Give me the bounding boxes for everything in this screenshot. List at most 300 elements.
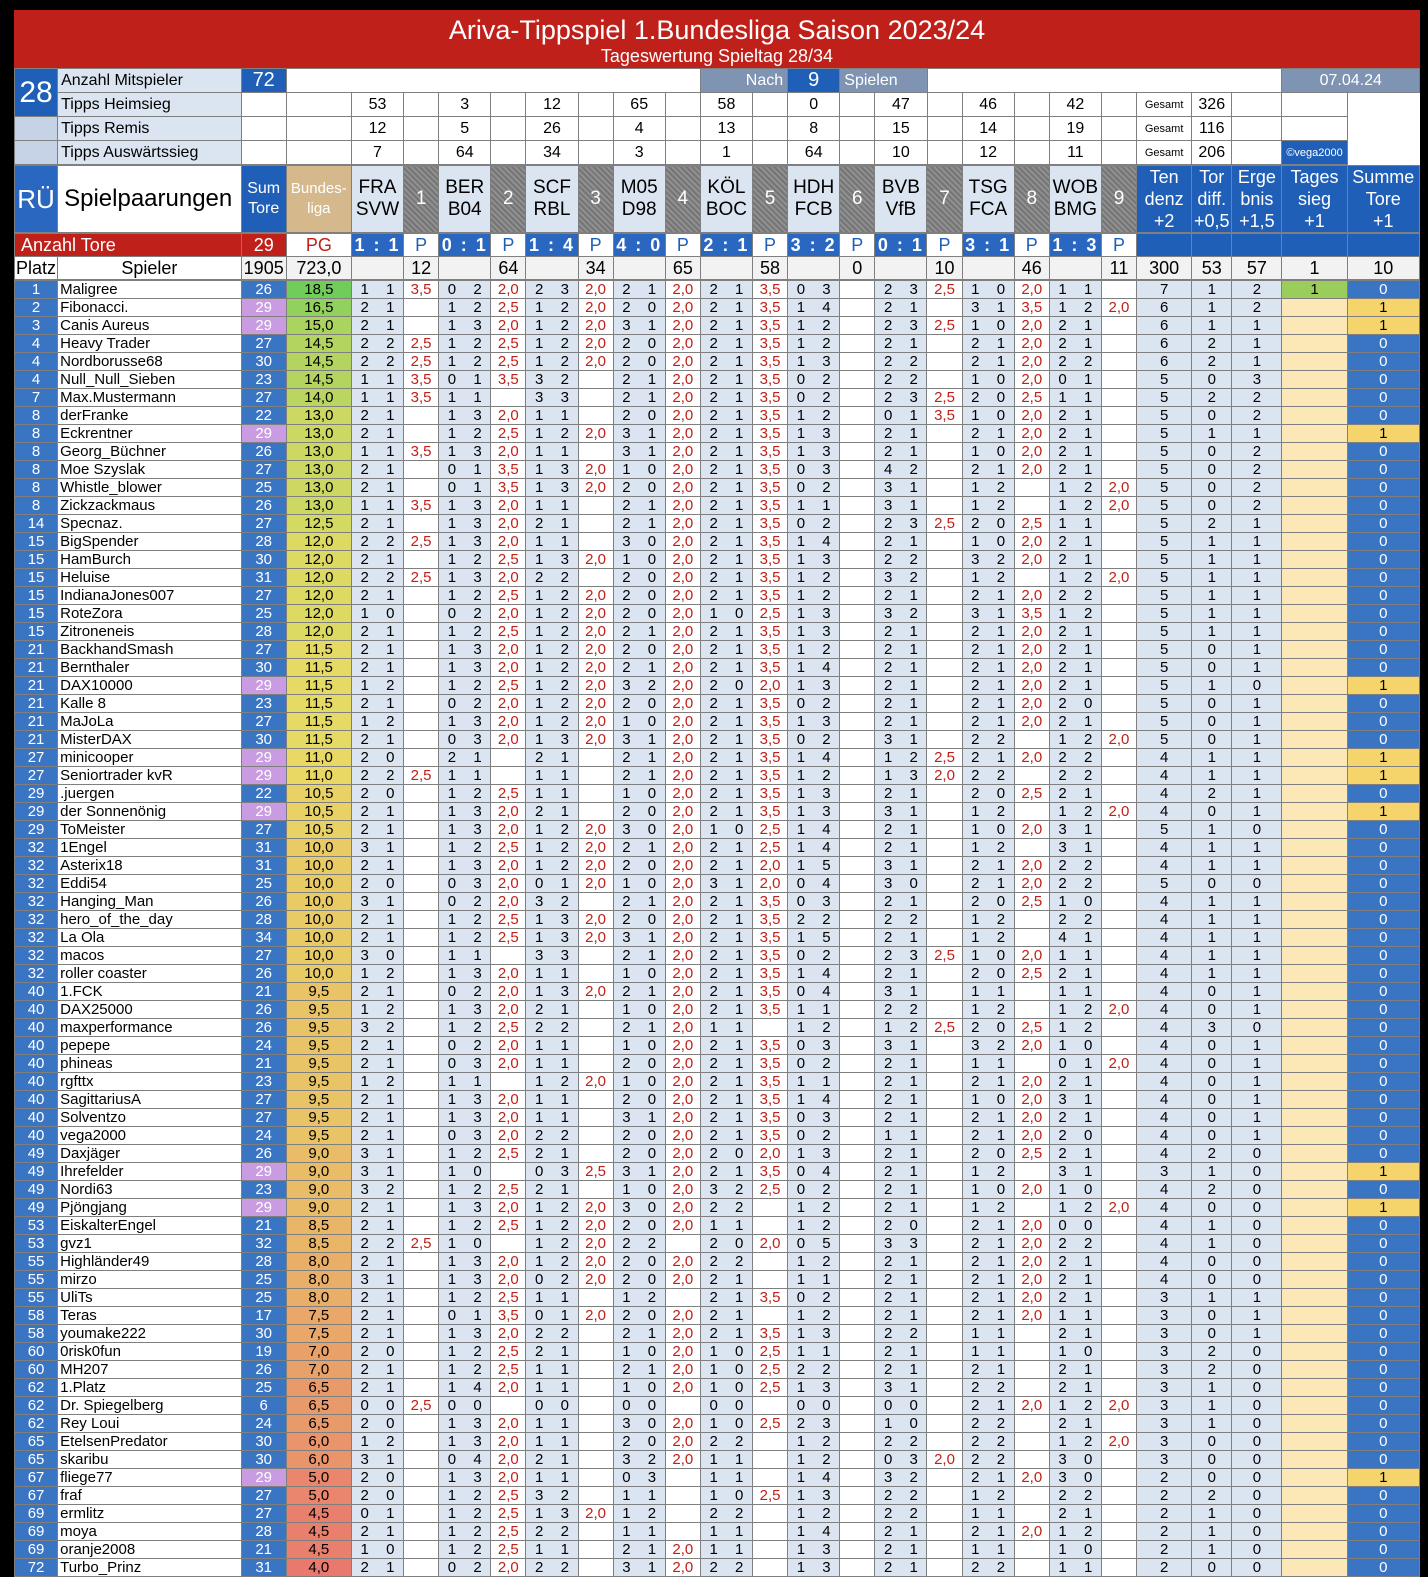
day-winner <box>1282 1307 1347 1325</box>
tip-points <box>927 1001 962 1019</box>
tip-home: 1 <box>796 857 806 874</box>
tip-points: 2,0 <box>665 1091 700 1109</box>
tip-cell <box>351 1199 403 1217</box>
tip-home: 2 <box>622 1019 631 1036</box>
tip-cell <box>962 1343 1014 1361</box>
tip-cell <box>875 1217 927 1235</box>
tip-points <box>840 641 875 659</box>
tip-home: 1 <box>796 569 806 586</box>
tip-points: 2,0 <box>491 1091 526 1109</box>
tip-away: 1 <box>647 947 657 964</box>
tip-points <box>578 1397 613 1415</box>
tip-cell <box>1049 515 1101 533</box>
tip-points: 2,0 <box>491 1271 526 1289</box>
tip-home: 2 <box>709 335 718 352</box>
tip-points <box>404 551 439 569</box>
tip-points <box>1101 371 1136 389</box>
tip-away: 2 <box>560 1325 569 1342</box>
tip-home: 2 <box>1058 1073 1067 1090</box>
tip-away: 2 <box>909 569 918 586</box>
diff-bonus: 1 <box>1192 749 1232 767</box>
goals-sum-cell: 23 <box>241 371 286 389</box>
tip-home: 1 <box>971 1505 980 1522</box>
goals-sum-cell: 29 <box>241 803 286 821</box>
tip-away: 0 <box>647 299 657 316</box>
sum-goals-bonus: 0 <box>1347 1145 1419 1163</box>
tip-home: 1 <box>447 389 457 406</box>
tip-cell <box>962 515 1014 533</box>
tip-home: 2 <box>622 857 631 874</box>
tip-home: 1 <box>360 1073 369 1090</box>
tip-points: 2,5 <box>753 1181 788 1199</box>
tip-away: 2 <box>560 641 569 658</box>
tip-points <box>404 1523 439 1541</box>
tip-points <box>404 299 439 317</box>
tip-home: 2 <box>971 515 980 532</box>
tip-points <box>840 299 875 317</box>
tips-spacer <box>1232 117 1282 141</box>
result-bonus: 1 <box>1232 929 1282 947</box>
goals-sum-cell: 29 <box>241 677 286 695</box>
tip-home: 2 <box>360 1091 369 1108</box>
tendency-bonus: 5 <box>1137 497 1192 515</box>
tip-points <box>1014 1199 1049 1217</box>
tip-cell <box>788 569 840 587</box>
player-name: Dr. Spiegelberg <box>58 1397 242 1415</box>
tip-cell <box>351 1289 403 1307</box>
day-winner <box>1282 1469 1347 1487</box>
tip-away: 1 <box>1083 1109 1093 1126</box>
tip-spacer <box>526 257 578 280</box>
day-winner <box>1282 1001 1347 1019</box>
tip-away: 1 <box>1083 1145 1093 1162</box>
tip-points <box>578 515 613 533</box>
tip-points: 2,5 <box>927 317 962 335</box>
tip-cell <box>439 695 491 713</box>
tip-cell <box>439 461 491 479</box>
tip-away: 1 <box>1083 533 1093 550</box>
tips-spacer <box>578 141 613 165</box>
tip-away: 1 <box>647 443 657 460</box>
tip-points <box>404 1019 439 1037</box>
tip-points: 2,0 <box>578 659 613 677</box>
tip-away: 0 <box>386 749 395 766</box>
tip-home: 2 <box>709 641 718 658</box>
tip-cell <box>962 281 1014 299</box>
tip-away: 2 <box>1083 1001 1093 1018</box>
tip-cell <box>962 1019 1014 1037</box>
tip-points <box>578 1523 613 1541</box>
tip-home: 2 <box>883 515 893 532</box>
player-name: hero_of_the_day <box>58 911 242 929</box>
tip-points: 2,0 <box>1014 1253 1049 1271</box>
tip-home: 0 <box>447 1451 457 1468</box>
tip-points <box>1101 1379 1136 1397</box>
tip-points: 2,0 <box>753 875 788 893</box>
tip-cell <box>700 659 752 677</box>
tip-points <box>927 551 962 569</box>
tip-points <box>840 1415 875 1433</box>
tip-away: 0 <box>647 1433 657 1450</box>
day-winner <box>1282 1217 1347 1235</box>
bonus-header-line: +2 <box>1153 211 1175 231</box>
tip-points <box>840 1055 875 1073</box>
tip-away: 1 <box>647 497 657 514</box>
tip-points: 2,0 <box>753 857 788 875</box>
tip-away: 2 <box>560 1019 569 1036</box>
tip-points: 2,0 <box>665 623 700 641</box>
tip-home: 1 <box>447 1145 457 1162</box>
tip-home: 2 <box>971 1451 980 1468</box>
day-winner <box>1282 1541 1347 1559</box>
tip-points <box>1101 695 1136 713</box>
tip-cell <box>526 1523 578 1541</box>
tip-home: 2 <box>1058 659 1067 676</box>
result-bonus: 1 <box>1232 893 1282 911</box>
tendency-bonus: 3 <box>1137 1325 1192 1343</box>
tip-home: 2 <box>709 659 718 676</box>
tip-cell <box>526 533 578 551</box>
tip-cell <box>526 875 578 893</box>
tip-home: 3 <box>883 803 893 820</box>
match-number: 6 <box>840 166 875 233</box>
diff-bonus: 0 <box>1192 1469 1232 1487</box>
tip-home: 1 <box>796 1451 806 1468</box>
sum-goals-bonus: 0 <box>1347 1073 1419 1091</box>
tip-home: 2 <box>709 1433 718 1450</box>
tip-points <box>840 1559 875 1577</box>
tip-cell <box>700 947 752 965</box>
player-name: Hanging_Man <box>58 893 242 911</box>
tip-points <box>578 1181 613 1199</box>
table-row <box>15 1271 1420 1289</box>
tip-points: 2,0 <box>491 1199 526 1217</box>
tip-points: 2,0 <box>578 695 613 713</box>
tip-away: 1 <box>386 1271 395 1288</box>
tip-home: 0 <box>796 1109 806 1126</box>
tip-cell <box>788 1361 840 1379</box>
tips-total: 206 <box>1192 141 1232 165</box>
tip-cell <box>613 641 665 659</box>
tip-cell <box>613 965 665 983</box>
tip-points <box>404 1451 439 1469</box>
tip-home: 2 <box>360 533 369 550</box>
tip-home: 1 <box>535 929 544 946</box>
tip-home: 2 <box>360 911 369 928</box>
tip-away: 1 <box>560 1469 569 1486</box>
tip-cell <box>962 605 1014 623</box>
points-cell: 8,0 <box>286 1253 351 1271</box>
tip-cell <box>613 1559 665 1577</box>
tip-away: 1 <box>735 983 744 1000</box>
diff-bonus: 0 <box>1192 1433 1232 1451</box>
sum-goals-bonus: 0 <box>1347 641 1419 659</box>
tip-points <box>404 1001 439 1019</box>
tip-points: 2,0 <box>578 731 613 749</box>
tip-points: 2,0 <box>491 641 526 659</box>
tip-home: 1 <box>622 713 631 730</box>
tip-points <box>840 1271 875 1289</box>
tip-home: 2 <box>883 443 893 460</box>
tip-cell <box>700 749 752 767</box>
tips-spacer <box>1014 117 1049 141</box>
tip-cell <box>613 1379 665 1397</box>
tip-points <box>404 695 439 713</box>
tip-home: 1 <box>447 497 457 514</box>
tip-home: 0 <box>1058 1055 1067 1072</box>
table-row <box>15 551 1420 569</box>
tip-home: 2 <box>709 371 718 388</box>
tip-away: 1 <box>1083 1307 1093 1324</box>
tips-row-draw <box>15 117 1420 141</box>
tip-away: 0 <box>647 569 657 586</box>
tip-points <box>927 479 962 497</box>
tip-away: 0 <box>1083 893 1093 910</box>
tip-away: 1 <box>909 335 918 352</box>
tip-cell <box>962 1397 1014 1415</box>
tip-home: 2 <box>360 569 369 586</box>
tip-home: 3 <box>360 1181 369 1198</box>
tip-cell <box>1049 605 1101 623</box>
player-name: mirzo <box>58 1271 242 1289</box>
tip-home: 2 <box>971 1073 980 1090</box>
tip-cell <box>788 1487 840 1505</box>
tip-home: 1 <box>971 479 980 496</box>
tip-cell <box>962 1145 1014 1163</box>
tip-cell <box>700 785 752 803</box>
tip-home: 1 <box>447 551 457 568</box>
tip-cell <box>1049 1451 1101 1469</box>
tip-away: 1 <box>1083 515 1093 532</box>
tip-cell <box>788 551 840 569</box>
tip-away: 1 <box>1083 443 1093 460</box>
tip-cell <box>962 335 1014 353</box>
match-number: 8 <box>1014 166 1049 233</box>
table-row <box>15 1127 1420 1145</box>
tip-away: 2 <box>822 1433 831 1450</box>
rank-cell: 65 <box>15 1433 58 1451</box>
tip-points <box>1014 731 1049 749</box>
tendency-bonus: 3 <box>1137 1451 1192 1469</box>
tip-away: 1 <box>647 1523 657 1540</box>
tip-cell <box>700 1505 752 1523</box>
tip-home: 1 <box>535 1505 544 1522</box>
tip-points: 2,0 <box>665 443 700 461</box>
tip-away: 1 <box>560 1289 569 1306</box>
tip-away: 2 <box>560 1487 569 1504</box>
diff-bonus: 1 <box>1192 623 1232 641</box>
tip-away: 1 <box>996 677 1006 694</box>
goals-sum-cell: 29 <box>241 299 286 317</box>
tip-cell <box>613 911 665 929</box>
points-cell: 9,0 <box>286 1145 351 1163</box>
tip-away: 2 <box>996 731 1006 748</box>
tip-away: 1 <box>560 1415 569 1432</box>
tip-cell <box>1049 1343 1101 1361</box>
sum-goals-bonus: 1 <box>1347 1199 1419 1217</box>
tip-points <box>1101 1073 1136 1091</box>
tip-away: 2 <box>473 623 482 640</box>
tip-away: 3 <box>473 497 482 514</box>
tip-home: 2 <box>883 587 893 604</box>
goals-sum-cell: 27 <box>241 947 286 965</box>
tip-away: 1 <box>735 1469 744 1486</box>
sum-goals-bonus: 0 <box>1347 1001 1419 1019</box>
tip-home: 2 <box>1058 749 1067 766</box>
home-team: BVB <box>881 177 920 198</box>
tip-cell <box>962 497 1014 515</box>
tip-away: 1 <box>386 1307 395 1324</box>
tip-home: 2 <box>883 1433 893 1450</box>
table-row <box>15 821 1420 839</box>
tip-away: 1 <box>909 785 918 802</box>
tip-cell <box>613 1523 665 1541</box>
tip-away: 1 <box>909 533 918 550</box>
tip-cell <box>962 749 1014 767</box>
tip-away: 3 <box>473 1253 482 1270</box>
tip-away: 4 <box>822 1523 831 1540</box>
tip-points <box>1014 1379 1049 1397</box>
tip-home: 0 <box>447 1127 457 1144</box>
tip-cell <box>875 695 927 713</box>
diff-bonus: 0 <box>1192 1199 1232 1217</box>
tip-away: 0 <box>647 533 657 550</box>
tip-home: 1 <box>447 1217 457 1234</box>
day-winner <box>1282 1073 1347 1091</box>
tip-home: 1 <box>796 1343 806 1360</box>
tip-points <box>927 587 962 605</box>
points-cell: 10,0 <box>286 911 351 929</box>
tip-cell <box>962 767 1014 785</box>
tip-away: 1 <box>909 1559 918 1576</box>
tip-cell <box>613 1397 665 1415</box>
tip-home: 1 <box>883 749 893 766</box>
tip-away: 1 <box>647 749 657 766</box>
tip-cell <box>439 407 491 425</box>
tip-cell <box>439 1253 491 1271</box>
tip-points <box>840 983 875 1001</box>
tip-cell <box>351 929 403 947</box>
tip-points: 2,0 <box>491 605 526 623</box>
table-row <box>15 371 1420 389</box>
tip-cell <box>439 1055 491 1073</box>
tip-home: 2 <box>796 911 806 928</box>
tip-cell <box>439 965 491 983</box>
player-name: skaribu <box>58 1451 242 1469</box>
tip-cell <box>526 407 578 425</box>
tip-away: 2 <box>560 587 569 604</box>
tip-home: 3 <box>622 1559 631 1576</box>
tip-home: 1 <box>447 1523 457 1540</box>
tip-home: 3 <box>360 839 369 856</box>
tip-points <box>840 317 875 335</box>
day-winner <box>1282 1109 1347 1127</box>
tip-cell <box>526 1379 578 1397</box>
tip-points <box>1101 677 1136 695</box>
tip-points <box>927 1325 962 1343</box>
tip-home: 2 <box>883 371 893 388</box>
tendency-bonus: 2 <box>1137 1505 1192 1523</box>
tips-spacer <box>1232 93 1282 117</box>
tip-away: 2 <box>473 1541 482 1558</box>
tip-points: 2,5 <box>404 569 439 587</box>
tip-cell <box>962 1001 1014 1019</box>
tip-points <box>491 1397 526 1415</box>
tip-cell <box>875 1073 927 1091</box>
tip-cell <box>788 407 840 425</box>
tip-cell <box>875 1271 927 1289</box>
tip-points <box>404 1055 439 1073</box>
tip-home: 1 <box>709 1379 718 1396</box>
tip-away: 1 <box>996 623 1006 640</box>
tip-home: 2 <box>622 587 631 604</box>
tip-points <box>927 695 962 713</box>
tip-points: 2,0 <box>491 659 526 677</box>
tip-away: 1 <box>386 1217 395 1234</box>
tip-home: 2 <box>1058 1145 1067 1162</box>
tip-cell <box>700 1415 752 1433</box>
tip-home: 0 <box>796 875 806 892</box>
tip-home: 1 <box>796 1091 806 1108</box>
tip-home: 0 <box>447 1307 457 1324</box>
tip-cell <box>962 983 1014 1001</box>
tip-away: 3 <box>822 1325 831 1342</box>
player-name: UliTs <box>58 1289 242 1307</box>
match-number: 3 <box>578 166 613 233</box>
tip-cell <box>613 1361 665 1379</box>
tips-value: 5 <box>439 117 491 141</box>
tip-away: 2 <box>647 1505 657 1522</box>
tip-points <box>665 1505 700 1523</box>
result-bonus: 0 <box>1232 677 1282 695</box>
tip-away: 1 <box>1083 785 1093 802</box>
tip-cell <box>439 1127 491 1145</box>
tip-home: 2 <box>360 335 369 352</box>
tip-home: 2 <box>883 1091 893 1108</box>
tip-cell <box>788 1163 840 1181</box>
tip-points: 2,0 <box>665 1361 700 1379</box>
tip-cell <box>526 1055 578 1073</box>
day-winner <box>1282 713 1347 731</box>
tip-cell <box>613 1217 665 1235</box>
tip-away: 1 <box>735 335 744 352</box>
tip-cell <box>788 1253 840 1271</box>
player-name: Daxjäger <box>58 1145 242 1163</box>
tip-away: 1 <box>909 1307 918 1324</box>
tip-cell <box>788 965 840 983</box>
tip-points: 2,0 <box>1014 821 1049 839</box>
table-row <box>15 1145 1420 1163</box>
tip-home: 2 <box>883 1217 893 1234</box>
tip-home: 1 <box>535 407 544 424</box>
tip-away: 0 <box>735 1487 744 1504</box>
points-cell: 6,0 <box>286 1451 351 1469</box>
tip-home: 1 <box>447 353 457 370</box>
rank-cell: 40 <box>15 983 58 1001</box>
tip-away: 2 <box>560 659 569 676</box>
tip-points: 2,0 <box>665 713 700 731</box>
tip-home: 2 <box>535 1559 544 1576</box>
tips-label: Tipps Remis <box>58 117 242 141</box>
tip-home: 3 <box>622 677 631 694</box>
tip-home: 1 <box>447 1019 457 1036</box>
tip-cell <box>788 641 840 659</box>
tip-points <box>1101 1181 1136 1199</box>
tip-cell <box>351 1109 403 1127</box>
tip-away: 1 <box>996 1361 1006 1378</box>
tip-cell <box>439 929 491 947</box>
tip-points <box>840 389 875 407</box>
